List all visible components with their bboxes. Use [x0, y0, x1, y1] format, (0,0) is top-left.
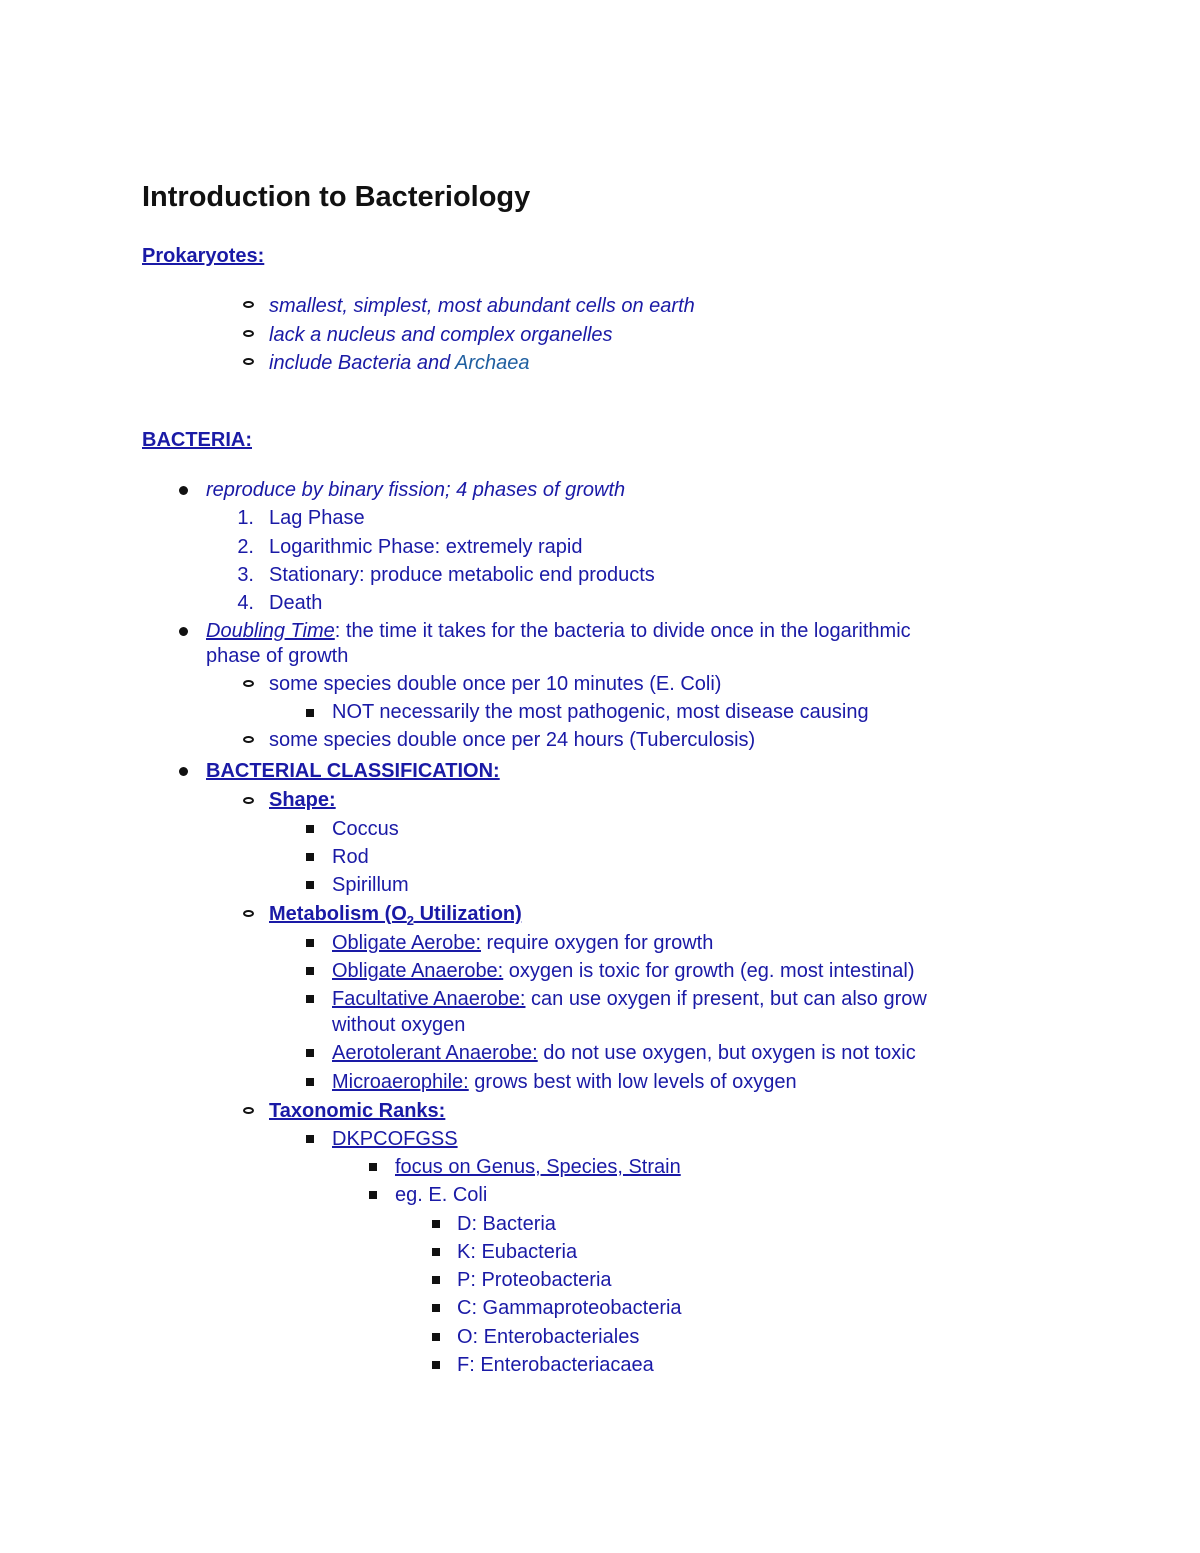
- bullet-square-icon: [432, 1220, 440, 1228]
- reproduction-item: reproduce by binary fission; 4 phases of growth: [206, 479, 626, 501]
- prokaryote-item-text: include Bacteria and: [269, 352, 456, 374]
- bullet-ring-icon: [243, 736, 254, 743]
- bullet-square-icon: [369, 1191, 377, 1199]
- metabolism-term: Obligate Aerobe:: [332, 932, 481, 954]
- metabolism-term: Facultative Anaerobe:: [332, 988, 526, 1010]
- dkpcofgss-item: DKPCOFGSS: [332, 1128, 458, 1150]
- bullet-square-icon: [306, 881, 314, 889]
- bullet-ring-icon: [243, 301, 254, 308]
- metabolism-term: Aerotolerant Anaerobe:: [332, 1042, 538, 1064]
- taxonomic-heading: Taxonomic Ranks:: [269, 1100, 446, 1122]
- metabolism-item: [332, 1041, 916, 1065]
- rank-item: F: Enterobacteriacaea: [457, 1354, 654, 1376]
- doubling-example: some species double once per 24 hours (Tuberculosis): [269, 729, 756, 751]
- doubling-time-def-cont: phase of growth: [206, 645, 349, 667]
- list-number: 2.: [237, 536, 254, 558]
- bullet-dot-icon: [179, 486, 188, 495]
- bullet-square-icon: [306, 709, 314, 717]
- metabolism-def: can use oxygen if present, but can also grow: [525, 988, 927, 1010]
- list-number: 1.: [237, 507, 254, 529]
- doubling-example-note: NOT necessarily the most pathogenic, most disease causing: [332, 701, 869, 723]
- metabolism-def: require oxygen for growth: [481, 932, 714, 954]
- prokaryote-item: lack a nucleus and complex organelles: [269, 324, 613, 346]
- bullet-square-icon: [306, 967, 314, 975]
- shape-heading: Shape:: [269, 789, 336, 811]
- doubling-time-def: : the time it takes for the bacteria to divide once in the logarithmic: [334, 620, 911, 642]
- page-title: Introduction to Bacteriology: [142, 181, 531, 213]
- bullet-square-icon: [306, 1049, 314, 1057]
- shape-item: Coccus: [332, 818, 399, 840]
- bullet-ring-icon: [243, 330, 254, 337]
- list-number: 4.: [237, 592, 254, 614]
- bullet-square-icon: [432, 1333, 440, 1341]
- shape-item: Rod: [332, 846, 369, 868]
- metabolism-heading-sub: 2: [406, 913, 415, 928]
- doubling-time-item: [206, 619, 911, 643]
- metabolism-def-cont: without oxygen: [332, 1014, 466, 1036]
- prokaryote-item: [269, 351, 530, 375]
- shape-item: Spirillum: [332, 874, 409, 896]
- focus-item: focus on Genus, Species, Strain: [395, 1156, 681, 1178]
- bullet-dot-icon: [179, 767, 188, 776]
- metabolism-item: [332, 931, 713, 955]
- phase-item: Logarithmic Phase: extremely rapid: [269, 536, 583, 558]
- bacteria-heading: BACTERIA:: [142, 429, 252, 451]
- rank-item: P: Proteobacteria: [457, 1269, 612, 1291]
- bullet-square-icon: [306, 1078, 314, 1086]
- metabolism-heading-a: Metabolism (O: [269, 903, 407, 925]
- bullet-ring-icon: [243, 680, 254, 687]
- bullet-square-icon: [306, 825, 314, 833]
- bullet-square-icon: [432, 1304, 440, 1312]
- metabolism-heading-b: Utilization): [414, 903, 522, 925]
- metabolism-def: do not use oxygen, but oxygen is not toxic: [537, 1042, 916, 1064]
- rank-item: O: Enterobacteriales: [457, 1326, 640, 1348]
- doubling-time-term: Doubling Time: [206, 620, 335, 642]
- rank-item: K: Eubacteria: [457, 1241, 578, 1263]
- bullet-ring-icon: [243, 358, 254, 365]
- bullet-square-icon: [306, 1135, 314, 1143]
- bullet-ring-icon: [243, 910, 254, 917]
- bullet-square-icon: [432, 1276, 440, 1284]
- bullet-square-icon: [306, 995, 314, 1003]
- metabolism-term: Obligate Anaerobe:: [332, 960, 504, 982]
- metabolism-def: oxygen is toxic for growth (eg. most intestinal): [503, 960, 915, 982]
- phase-item: Lag Phase: [269, 507, 365, 529]
- bullet-ring-icon: [243, 1107, 254, 1114]
- doubling-example: some species double once per 10 minutes (E. Coli): [269, 673, 722, 695]
- rank-item: D: Bacteria: [457, 1213, 556, 1235]
- classification-heading: BACTERIAL CLASSIFICATION:: [206, 760, 500, 782]
- phase-item: Stationary: produce metabolic end products: [269, 564, 655, 586]
- bullet-square-icon: [432, 1248, 440, 1256]
- bullet-square-icon: [432, 1361, 440, 1369]
- metabolism-item: [332, 987, 927, 1011]
- rank-item: C: Gammaproteobacteria: [457, 1297, 682, 1319]
- phase-item: Death: [269, 592, 323, 614]
- metabolism-term: Microaerophile:: [332, 1071, 469, 1093]
- metabolism-item: [332, 959, 915, 983]
- archaea-text: Archaea: [455, 352, 530, 374]
- metabolism-item: [332, 1070, 797, 1094]
- example-item: eg. E. Coli: [395, 1184, 488, 1206]
- bullet-square-icon: [306, 939, 314, 947]
- bullet-dot-icon: [179, 627, 188, 636]
- bullet-square-icon: [369, 1163, 377, 1171]
- prokaryotes-heading: Prokaryotes:: [142, 245, 265, 267]
- prokaryote-item: smallest, simplest, most abundant cells on earth: [269, 295, 695, 317]
- bullet-square-icon: [306, 853, 314, 861]
- metabolism-def: grows best with low levels of oxygen: [468, 1071, 797, 1093]
- bullet-ring-icon: [243, 797, 254, 804]
- list-number: 3.: [237, 564, 254, 586]
- metabolism-heading: [269, 902, 522, 926]
